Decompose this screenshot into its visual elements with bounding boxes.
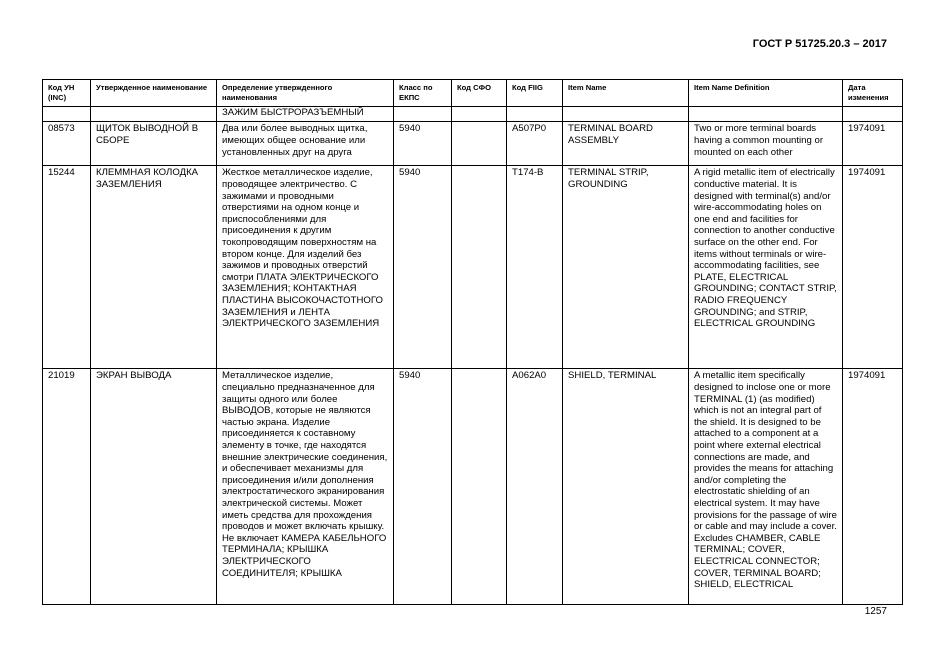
cell-fiig: A507P0 [507, 122, 563, 166]
cell-inc: 15244 [43, 166, 91, 369]
cell-definition: Металлическое изделие, специально предназначенное для защиты одного или более ВЫВОДОВ, которые не являются частью экрана. Изделие присоединяется к составному элементу в точке, где находятся внешние электрические соединения, и обеспечивает механизмы для присоединения и/или дополнения электростатического экранирования электрической системы. Может иметь средства для прохождения проводов и может включать крышку. Не включает КАМЕРА КАБЕЛЬНОГО ТЕРМИНАЛА; КРЫШКА ЭЛЕКТРИЧЕСКОГО СОЕДИНИТЕЛЯ; КРЫШКА [217, 369, 394, 605]
cell-inc: 08573 [43, 122, 91, 166]
cell-date: 1974091 [843, 166, 903, 369]
column-header-class: Класс по ЕКПС [394, 80, 452, 107]
cell-class: 5940 [394, 122, 452, 166]
cell-name: КЛЕММНАЯ КОЛОДКА ЗАЗЕМЛЕНИЯ [91, 166, 217, 369]
cell-sfo [452, 166, 507, 369]
table-header-row [43, 80, 903, 107]
cell-date: 1974091 [843, 122, 903, 166]
page-number: 1257 [864, 606, 887, 617]
classification-table [42, 79, 903, 605]
cell-name [91, 107, 217, 122]
cell-fiig: A062A0 [507, 369, 563, 605]
cell-date [843, 107, 903, 122]
cell-definition: Жесткое металлическое изделие, проводящее электричество. С зажимами и проводными отверстиями на одном конце и приспособлениями для присоединения к другим токопроводящим поверхностям на втором конце. Для изделий без зажимов и проводных отверстий смотри ПЛАТА ЭЛЕКТРИЧЕСКОГО ЗАЗЕМЛЕНИЯ; КОНТАКТНАЯ ПЛАСТИНА ВЫСОКОЧАСТОТНОГО ЗАЗЕМЛЕНИЯ и ЛЕНТА ЭЛЕКТРИЧЕСКОГО ЗАЗЕМЛЕНИЯ [217, 166, 394, 369]
table-row [43, 122, 903, 166]
cell-inc: 21019 [43, 369, 91, 605]
cell-item-definition: Two or more terminal boards having a common mounting or mounted on each other [689, 122, 843, 166]
column-header-item-definition: Item Name Definition [689, 80, 843, 107]
table-row [43, 369, 903, 605]
column-header-definition: Определение утвержденного наименования [217, 80, 394, 107]
column-header-inc: Код УН (INC) [43, 80, 91, 107]
cell-item-definition [689, 107, 843, 122]
column-header-date: Дата изменения [843, 80, 903, 107]
cell-sfo [452, 369, 507, 605]
cell-fiig [507, 107, 563, 122]
cell-item-name: TERMINAL BOARD ASSEMBLY [563, 122, 689, 166]
cell-item-definition: A metallic item specifically designed to inclose one or more TERMINAL (1) (as modified) which is not an integral part of the shield. It is designed to be attached to a component at a point where external electrical connections are made, and provides the means for attaching and/or completing the electrostatic shielding of an electrical system. It may have provisions for the passage of wire or cable and may include a cover. Excludes CHAMBER, CABLE TERMINAL; COVER, ELECTRICAL CONNECTOR; COVER, TERMINAL BOARD; SHIELD, ELECTRICAL [689, 369, 843, 605]
cell-fiig: T174-B [507, 166, 563, 369]
column-header-sfo: Код СФО [452, 80, 507, 107]
cell-item-definition: A rigid metallic item of electrically conductive material. It is designed with terminal(s) and/or wire-accommodating holes on one end and facilities for connection to another conductive surface on the other end. For items without terminals or wire-accommodating facilities, see PLATE, ELECTRICAL GROUNDING; CONTACT STRIP, RADIO FREQUENCY GROUNDING; and STRIP, ELECTRICAL GROUNDING [689, 166, 843, 369]
cell-sfo [452, 122, 507, 166]
cell-name: ЭКРАН ВЫВОДА [91, 369, 217, 605]
cell-class: 5940 [394, 166, 452, 369]
cell-item-name: TERMINAL STRIP, GROUNDING [563, 166, 689, 369]
column-header-name: Утвержденное наименование [91, 80, 217, 107]
cell-item-name [563, 107, 689, 122]
table-row-continuation [43, 107, 903, 122]
cell-item-name: SHIELD, TERMINAL [563, 369, 689, 605]
cell-definition: Два или более выводных щитка, имеющих общее основание или установленных друг на друга [217, 122, 394, 166]
cell-inc [43, 107, 91, 122]
cell-sfo [452, 107, 507, 122]
cell-definition: ЗАЖИМ БЫСТРОРАЗЪЕМНЫЙ [217, 107, 394, 122]
cell-date: 1974091 [843, 369, 903, 605]
document-standard-header: ГОСТ Р 51725.20.3 – 2017 [752, 38, 887, 50]
table-row [43, 166, 903, 369]
column-header-fiig: Код FIIG [507, 80, 563, 107]
cell-class [394, 107, 452, 122]
cell-name: ЩИТОК ВЫВОДНОЙ В СБОРЕ [91, 122, 217, 166]
cell-class: 5940 [394, 369, 452, 605]
column-header-item-name: Item Name [563, 80, 689, 107]
